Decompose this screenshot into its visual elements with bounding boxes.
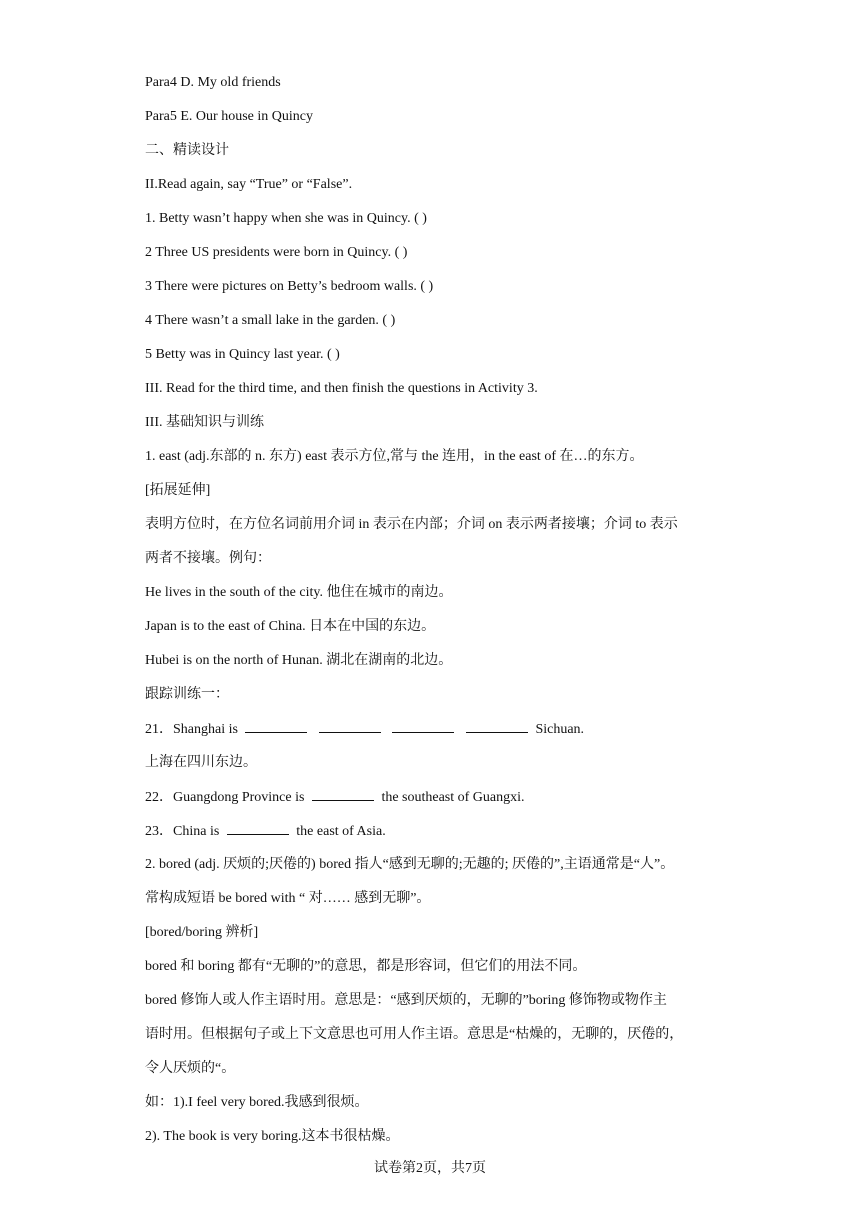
task-instruction: II.Read again, say “True” or “False”. <box>145 177 353 192</box>
example-sentence: 如：1).I feel very bored.我感到很烦。 <box>145 1095 369 1110</box>
paragraph-text: bored 修饰人或人作主语时用。意思是：“感到厌烦的，无聊的”boring 修饰物或物作主 <box>145 993 667 1008</box>
exercise-23 <box>145 822 386 841</box>
answer-blank[interactable] <box>227 822 289 835</box>
exercise-text: the east of Asia. <box>296 824 386 839</box>
translation-text: 上海在四川东边。 <box>145 755 257 770</box>
exercise-21 <box>145 720 584 739</box>
answer-blank[interactable] <box>392 720 454 733</box>
paragraph-text: 常构成短语 be bored with “ 对…… 感到无聊”。 <box>145 891 431 906</box>
para4-option: Para4 D. My old friends <box>145 75 281 90</box>
true-false-item: 3 There were pictures on Betty’s bedroom walls. ( ) <box>145 279 434 294</box>
exercise-text: 23．China is <box>145 824 220 839</box>
example-sentence: 2). The book is very boring.这本书很枯燥。 <box>145 1129 400 1144</box>
page-footer: 试卷第2页，共7页 <box>374 1161 486 1176</box>
task-instruction: III. Read for the third time, and then finish the questions in Activity 3. <box>145 381 538 396</box>
comparison-heading: [bored/boring 辨析] <box>145 925 259 940</box>
answer-blank[interactable] <box>245 720 307 733</box>
exercise-text: the southeast of Guangxi. <box>381 790 525 805</box>
example-sentence: He lives in the south of the city. 他住在城市的南边。 <box>145 585 453 600</box>
practice-heading: 跟踪训练一： <box>145 687 229 702</box>
exercise-22 <box>145 788 525 807</box>
example-sentence: Japan is to the east of China. 日本在中国的东边。 <box>145 619 436 634</box>
true-false-item: 2 Three US presidents were born in Quincy. ( ) <box>145 245 408 260</box>
vocab-entry: 2. bored (adj. 厌烦的;厌倦的) bored 指人“感到无聊的;无趣的; 厌倦的”,主语通常是“人”。 <box>145 857 675 872</box>
para5-option: Para5 E. Our house in Quincy <box>145 109 313 124</box>
paragraph-text: 令人厌烦的“。 <box>145 1061 236 1076</box>
answer-blank[interactable] <box>319 720 381 733</box>
paragraph-text: 表明方位时，在方位名词前用介词 in 表示在内部；介词 on 表示两者接壤；介词 to 表示 <box>145 517 678 532</box>
answer-blank[interactable] <box>312 788 374 801</box>
answer-blank[interactable] <box>466 720 528 733</box>
true-false-item: 1. Betty wasn’t happy when she was in Quincy. ( ) <box>145 211 427 226</box>
paragraph-text: 语时用。但根据句子或上下文意思也可用人作主语。意思是“枯燥的，无聊的，厌倦的， <box>145 1027 684 1042</box>
vocab-entry: 1. east (adj.东部的 n. 东方) east 表示方位,常与 the 连用，in the east of 在…的东方。 <box>145 449 644 464</box>
exercise-text: 21．Shanghai is <box>145 722 238 737</box>
true-false-item: 4 There wasn’t a small lake in the garden. ( ) <box>145 313 396 328</box>
section-heading: 二、精读设计 <box>145 143 229 158</box>
exercise-text: 22．Guangdong Province is <box>145 790 305 805</box>
example-sentence: Hubei is on the north of Hunan. 湖北在湖南的北边。 <box>145 653 453 668</box>
paragraph-text: 两者不接壤。例句： <box>145 551 271 566</box>
section-heading: III. 基础知识与训练 <box>145 415 264 430</box>
paragraph-text: bored 和 boring 都有“无聊的”的意思，都是形容词，但它们的用法不同。 <box>145 959 587 974</box>
exercise-text: Sichuan. <box>535 722 585 737</box>
extension-heading: [拓展延伸] <box>145 483 211 498</box>
true-false-item: 5 Betty was in Quincy last year. ( ) <box>145 347 340 362</box>
